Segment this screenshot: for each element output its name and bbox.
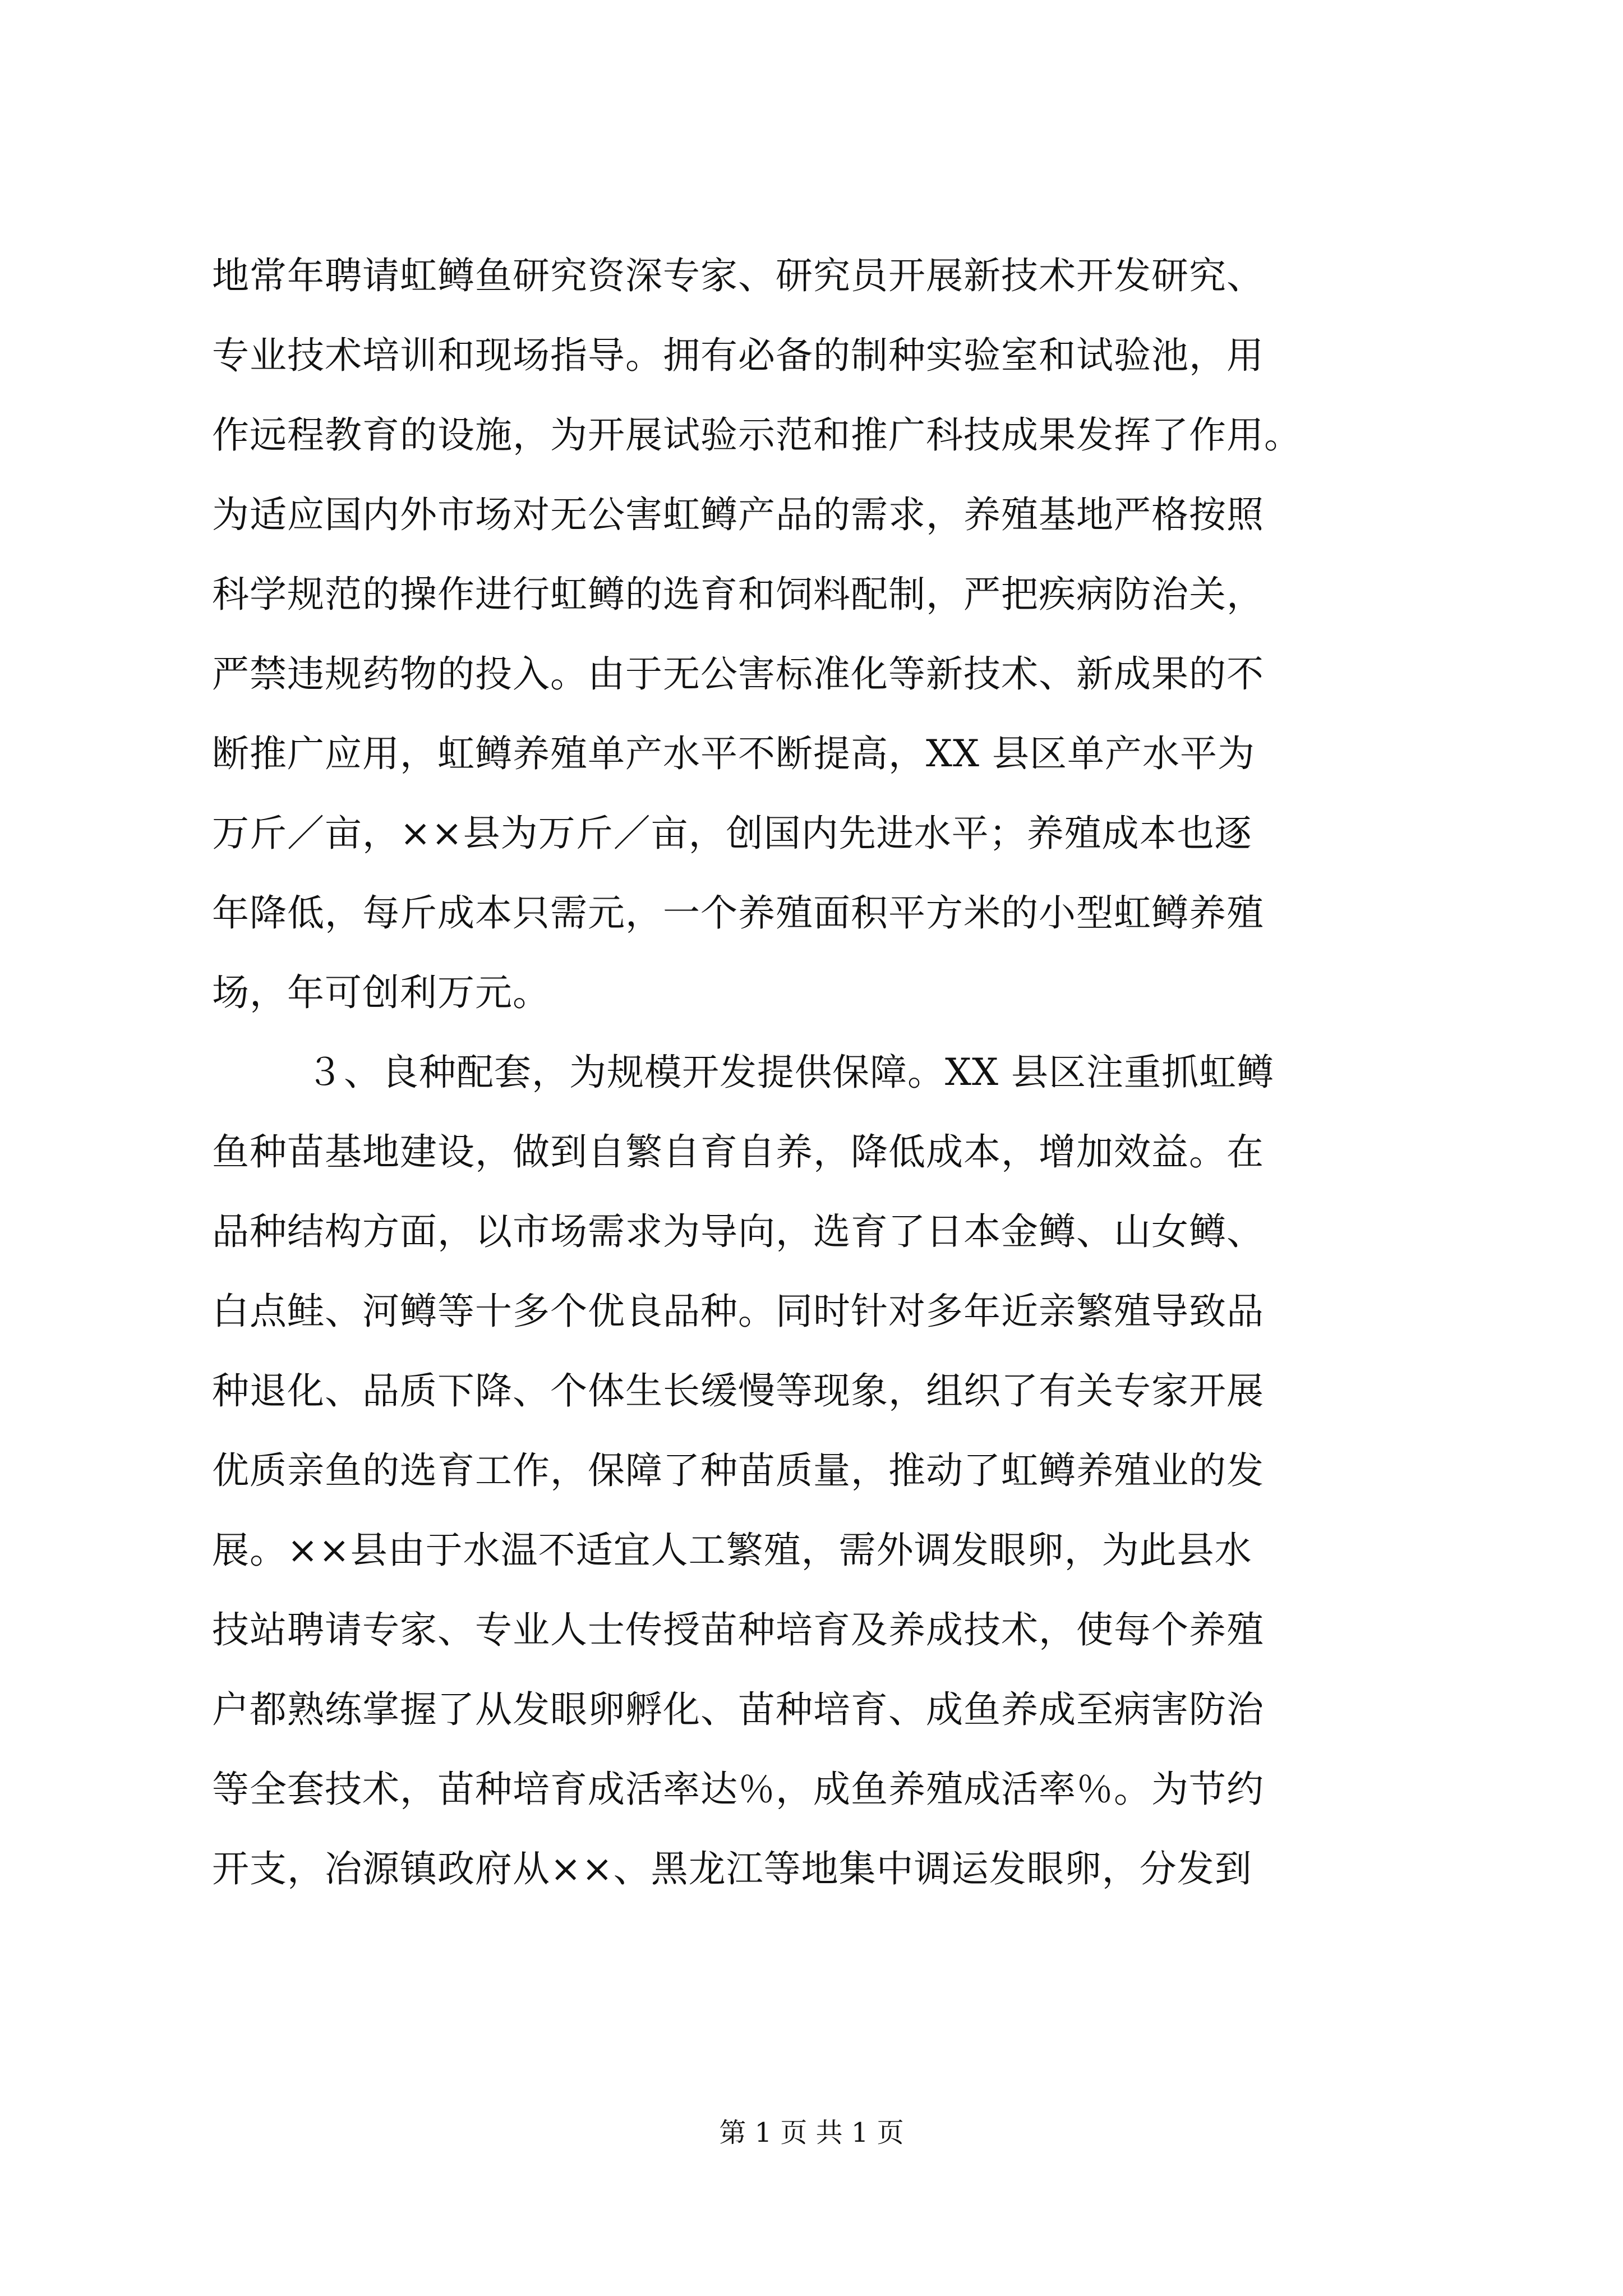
text-line: 场，年可创利万元。 <box>212 971 550 1014</box>
text-line: 白点鲑、河鳟等十多个优良品种。同时针对多年近亲繁殖导致品 <box>212 1290 1264 1333</box>
text-line: 品种结构方面，以市场需求为导向，选育了日本金鳟、山女鳟、 <box>212 1210 1264 1253</box>
text-line: 万斤／亩，××县为万斤／亩，创国内先进水平；养殖成本也逐 <box>212 812 1252 855</box>
text-line: 优质亲鱼的选育工作，保障了种苗质量，推动了虹鳟养殖业的发 <box>212 1449 1264 1492</box>
text-line: 鱼种苗基地建设，做到自繁自育自养，降低成本，增加效益。在 <box>212 1130 1264 1174</box>
text-line: 严禁违规药物的投入。由于无公害标准化等新技术、新成果的不 <box>212 652 1264 696</box>
paragraph-first-line: ３、良种配套，为规模开发提供保障。XX 县区注重抓虹鳟 <box>306 1051 1274 1094</box>
text-line: 地常年聘请虹鳟鱼研究资深专家、研究员开展新技术开发研究、 <box>212 254 1264 297</box>
text-line: 作远程教育的设施，为开展试验示范和推广科技成果发挥了作用。 <box>212 413 1302 457</box>
text-line: 断推广应用，虹鳟养殖单产水平不断提高，XX 县区单产水平为 <box>212 732 1255 775</box>
text-line: 种退化、品质下降、个体生长缓慢等现象，组织了有关专家开展 <box>212 1369 1264 1412</box>
text-line: 年降低，每斤成本只需元，一个养殖面积平方米的小型虹鳟养殖 <box>212 891 1264 935</box>
text-line: 展。××县由于水温不适宜人工繁殖，需外调发眼卵，为此县水 <box>212 1529 1252 1572</box>
text-line: 为适应国内外市场对无公害虹鳟产品的需求，养殖基地严格按照 <box>212 493 1264 536</box>
text-line: 户都熟练掌握了从发眼卵孵化、苗种培育、成鱼养成至病害防治 <box>212 1688 1264 1731</box>
text-line: 科学规范的操作进行虹鳟的选育和饲料配制，严把疾病防治关， <box>212 573 1264 616</box>
text-line: 开支，冶源镇政府从××、黑龙江等地集中调运发眼卵，分发到 <box>212 1847 1252 1890</box>
text-line: 技站聘请专家、专业人士传授苗种培育及养成技术，使每个养殖 <box>212 1608 1264 1651</box>
text-line: 等全套技术，苗种培育成活率达％，成鱼养殖成活率％。为节约 <box>212 1768 1264 1811</box>
page-number-footer: 第 1 页 共 1 页 <box>719 2117 904 2148</box>
text-line: 专业技术培训和现场指导。拥有必备的制种实验室和试验池，用 <box>212 334 1264 377</box>
